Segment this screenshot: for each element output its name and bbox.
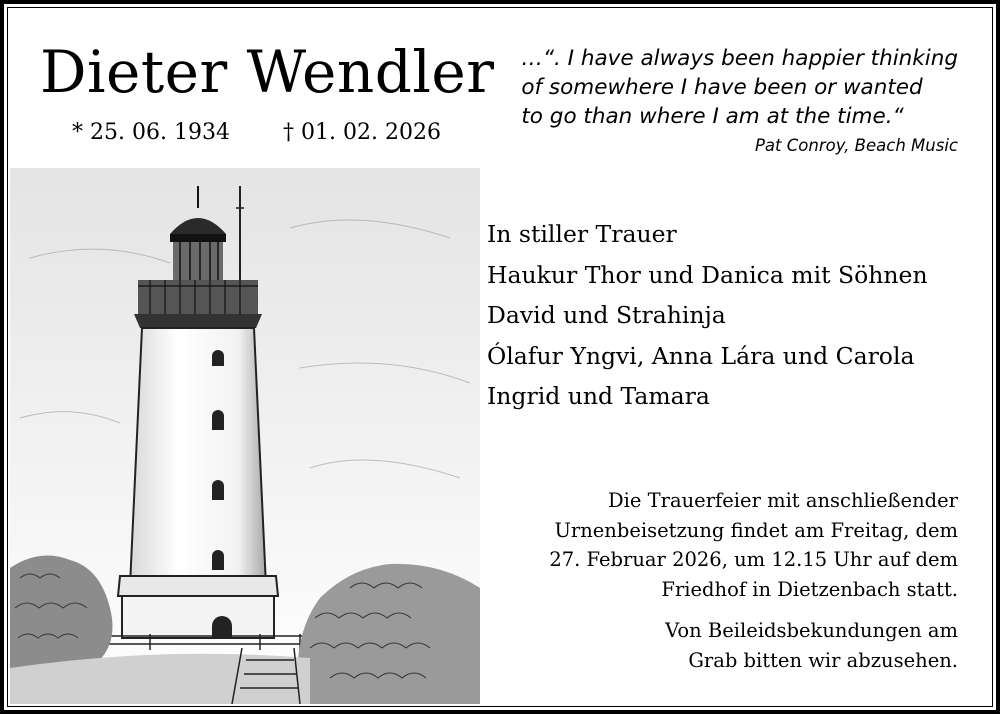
mourner-line: Ólafur Yngvi, Anna Lára und Carola <box>487 341 915 370</box>
birth-date: * 25. 06. 1934 <box>72 120 230 145</box>
ceremony-info <box>549 486 958 604</box>
ceremony-line: Die Trauerfeier mit anschließender <box>608 489 958 512</box>
quote-author: Pat Conroy, Beach Music <box>754 136 958 155</box>
lighthouse-sketch-icon <box>10 168 480 704</box>
condolence-note <box>665 616 958 675</box>
ceremony-line: 27. Februar 2026, um 12.15 Uhr auf dem <box>549 548 958 571</box>
mourners-heading: In stiller Trauer <box>487 220 677 248</box>
condolence-line: Von Beileidsbekundungen am <box>665 619 958 642</box>
ceremony-line: Friedhof in Dietzenbach statt. <box>661 577 958 601</box>
death-date: † 01. 02. 2026 <box>283 120 441 145</box>
ceremony-line: Urnenbeisetzung findet am Freitag, dem <box>554 518 958 542</box>
quote <box>521 44 958 131</box>
quote-line: …“. I have always been happier thinking <box>521 46 958 71</box>
mourner-line: Ingrid und Tamara <box>487 382 710 410</box>
quote-line: of somewhere I have been or wanted <box>521 75 923 100</box>
mourner-line: Haukur Thor und Danica mit Söhnen <box>487 260 928 289</box>
deceased-name: Dieter Wendler <box>40 38 495 106</box>
mourner-line: David und Strahinja <box>487 301 726 329</box>
quote-line: to go than where I am at the time.“ <box>521 104 904 129</box>
condolence-line: Grab bitten wir abzusehen. <box>688 648 958 672</box>
mourners-block <box>487 214 928 417</box>
